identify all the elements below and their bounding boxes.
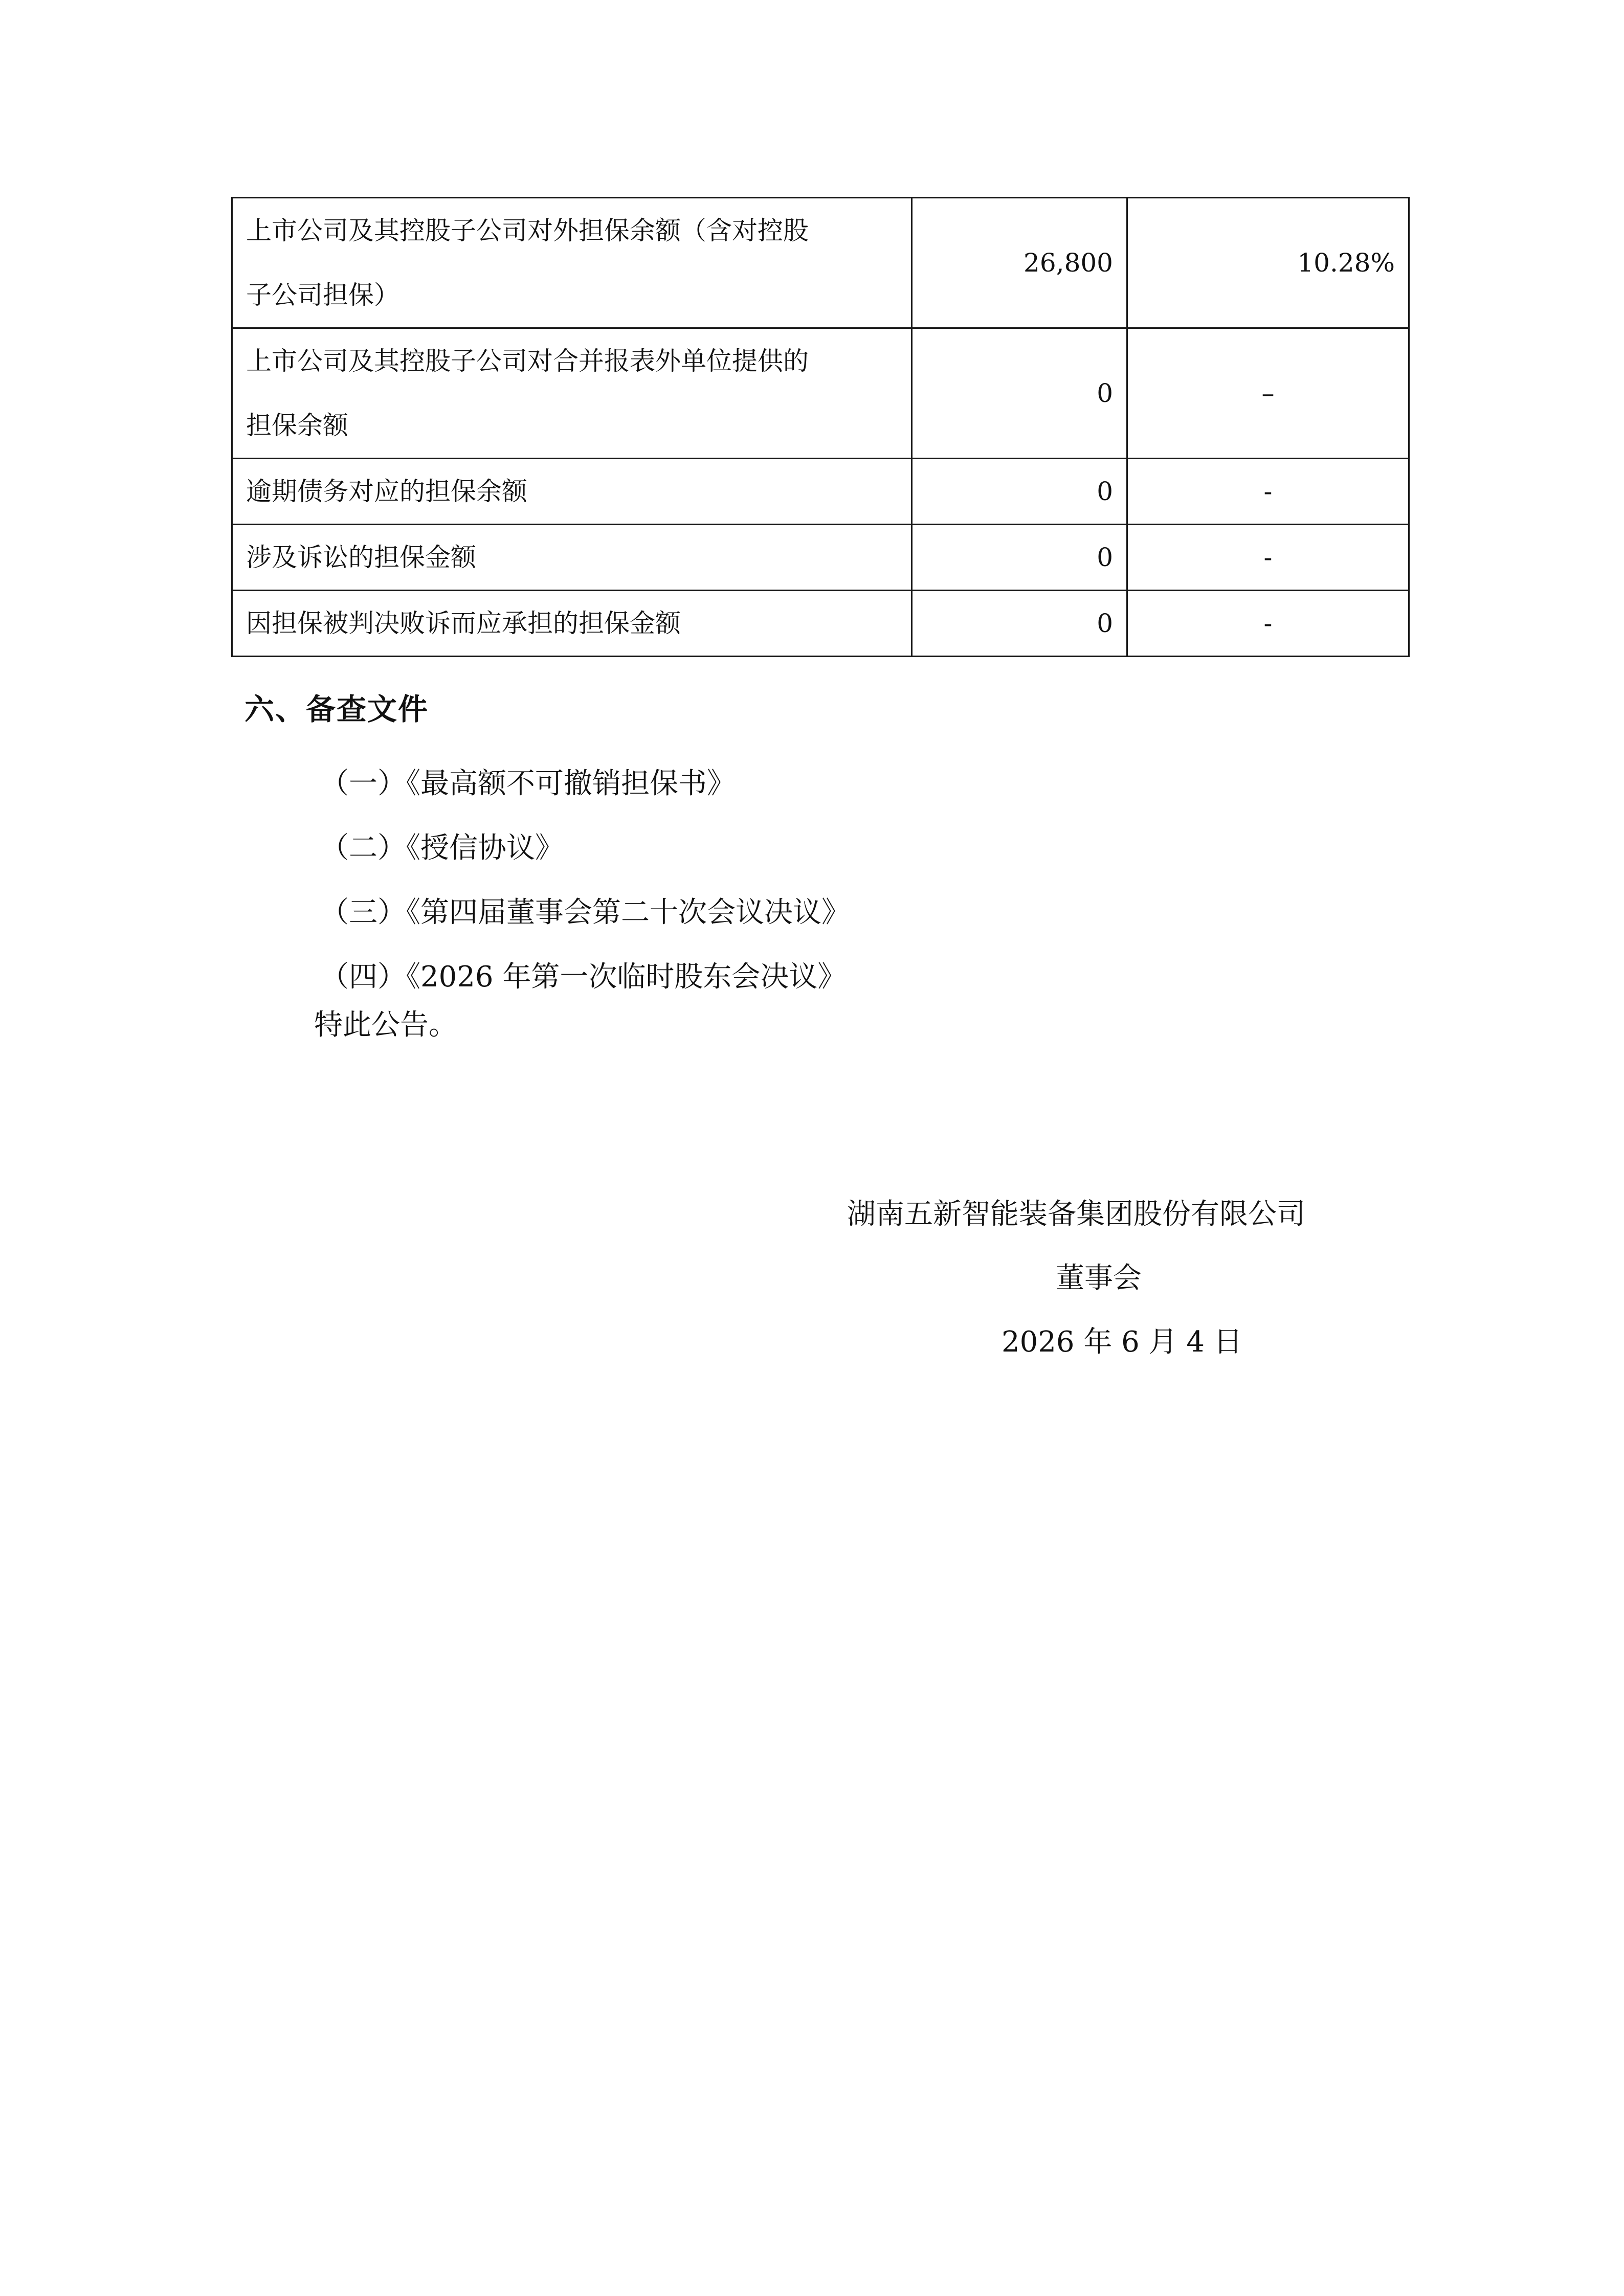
table-row bbox=[232, 459, 1409, 525]
table-row bbox=[232, 198, 1409, 328]
row-amount: 0 bbox=[912, 591, 1127, 657]
list-item: （四）《2026 年第一次临时股东会决议》 bbox=[320, 960, 847, 994]
reference-documents-list bbox=[320, 752, 850, 1009]
section-heading: 六、备查文件 bbox=[244, 692, 429, 727]
row-label bbox=[232, 198, 912, 328]
closing-statement: 特此公告。 bbox=[314, 1008, 457, 1042]
row-amount: 0 bbox=[912, 328, 1127, 459]
row-ratio: – bbox=[1127, 328, 1409, 459]
list-item: （一）《最高额不可撤销担保书》 bbox=[320, 767, 736, 800]
row-ratio: 10.28% bbox=[1127, 198, 1409, 328]
signature-board: 董事会 bbox=[1056, 1262, 1142, 1295]
table-row bbox=[232, 525, 1409, 591]
guarantee-summary-table bbox=[231, 197, 1410, 657]
list-item: （三）《第四届董事会第二十次会议决议》 bbox=[320, 896, 850, 929]
row-amount: 0 bbox=[912, 459, 1127, 525]
signature-date: 2026 年 6 月 4 日 bbox=[1002, 1325, 1242, 1359]
row-ratio: - bbox=[1127, 591, 1409, 657]
table-row bbox=[232, 328, 1409, 459]
row-label bbox=[232, 328, 912, 459]
row-label-line: 上市公司及其控股子公司对外担保余额（含对控股 bbox=[246, 216, 809, 245]
row-label-line: 担保余额 bbox=[246, 411, 348, 440]
row-label bbox=[232, 459, 912, 525]
row-label bbox=[232, 591, 912, 657]
row-label bbox=[232, 525, 912, 591]
row-amount: 26,800 bbox=[912, 198, 1127, 328]
row-label-line: 因担保被判决败诉而应承担的担保金额 bbox=[246, 609, 681, 638]
row-amount: 0 bbox=[912, 525, 1127, 591]
signature-company: 湖南五新智能装备集团股份有限公司 bbox=[847, 1198, 1305, 1231]
table-row bbox=[232, 591, 1409, 657]
row-label-line: 涉及诉讼的担保金额 bbox=[246, 543, 476, 572]
row-label-line: 子公司担保） bbox=[246, 280, 399, 310]
row-label-line: 逾期债务对应的担保余额 bbox=[246, 477, 527, 506]
list-item: （二）《授信协议》 bbox=[320, 831, 564, 865]
row-ratio: - bbox=[1127, 459, 1409, 525]
row-ratio: - bbox=[1127, 525, 1409, 591]
row-label-line: 上市公司及其控股子公司对合并报表外单位提供的 bbox=[246, 346, 809, 376]
